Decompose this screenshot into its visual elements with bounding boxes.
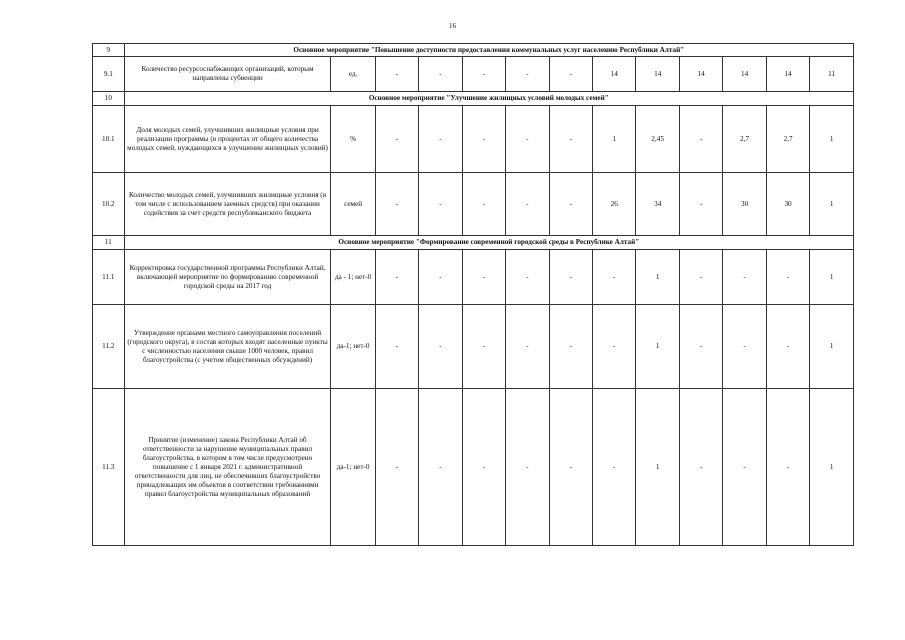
value-cell: 14	[593, 57, 636, 92]
unit-of-measure: семей	[331, 173, 375, 236]
value-cell: 1	[810, 305, 854, 389]
value-cell: 1	[810, 106, 854, 173]
value-cell: -	[723, 305, 766, 389]
value-cell: 14	[679, 57, 722, 92]
value-cell: 14	[636, 57, 679, 92]
row-number: 11.1	[93, 250, 125, 305]
unit-of-measure: да-1; нет-0	[331, 305, 375, 389]
section-title: Основное мероприятие "Формирование современной городской среды в Республике Алтай"	[124, 236, 853, 250]
value-cell: -	[766, 305, 809, 389]
value-cell: 1	[810, 173, 854, 236]
value-cell: -	[679, 250, 722, 305]
table-row	[93, 250, 854, 305]
indicator-description: Корректировка государственной программы Республики Алтай, включающей мероприятие по формированию современной городской среды на 2017 год	[124, 250, 331, 305]
value-cell: -	[375, 173, 418, 236]
value-cell: -	[375, 250, 418, 305]
value-cell: -	[679, 389, 722, 546]
section-number: 9	[93, 44, 125, 57]
unit-of-measure: да-1; нет-0	[331, 389, 375, 546]
table-row	[93, 305, 854, 389]
value-cell: -	[679, 173, 722, 236]
value-cell: -	[506, 57, 549, 92]
indicator-description: Утверждение органами местного самоуправления поселений (городского округа), в состав которых входят населенные пункты с численностью населения свыше 1000 человек, правил благоустройства (с учетом общественных обсуждений)	[124, 305, 331, 389]
value-cell: -	[549, 106, 592, 173]
value-cell: -	[549, 57, 592, 92]
section-row	[93, 44, 854, 57]
value-cell: -	[679, 305, 722, 389]
value-cell: 30	[766, 173, 809, 236]
value-cell: -	[462, 389, 505, 546]
value-cell: -	[766, 250, 809, 305]
value-cell: -	[419, 389, 462, 546]
value-cell: -	[462, 57, 505, 92]
value-cell: -	[419, 106, 462, 173]
value-cell: -	[419, 57, 462, 92]
value-cell: 34	[636, 173, 679, 236]
row-number: 9.1	[93, 57, 125, 92]
value-cell: -	[506, 305, 549, 389]
value-cell: -	[462, 173, 505, 236]
value-cell: -	[679, 106, 722, 173]
section-title: Основное мероприятие "Улучшение жилищных условий молодых семей"	[124, 92, 853, 106]
value-cell: -	[419, 305, 462, 389]
value-cell: 1	[810, 389, 854, 546]
row-number: 10.2	[93, 173, 125, 236]
value-cell: 14	[723, 57, 766, 92]
table-row	[93, 173, 854, 236]
value-cell: -	[549, 250, 592, 305]
value-cell: -	[462, 106, 505, 173]
value-cell: -	[462, 250, 505, 305]
value-cell: 14	[766, 57, 809, 92]
value-cell: -	[506, 250, 549, 305]
value-cell: 1	[636, 250, 679, 305]
value-cell: -	[506, 389, 549, 546]
value-cell: -	[506, 173, 549, 236]
unit-of-measure: ед.	[331, 57, 375, 92]
table-row	[93, 389, 854, 546]
value-cell: -	[593, 250, 636, 305]
value-cell: -	[549, 305, 592, 389]
row-number: 11.3	[93, 389, 125, 546]
section-title: Основное мероприятие "Повышение доступности предоставления коммунальных услуг населению Республики Алтай"	[124, 44, 853, 57]
value-cell: 1	[636, 389, 679, 546]
section-row	[93, 92, 854, 106]
section-number: 10	[93, 92, 125, 106]
value-cell: 30	[723, 173, 766, 236]
row-number: 10.1	[93, 106, 125, 173]
indicator-description: Количество молодых семей, улучшивших жилищные условия (в том числе с использованием заемных средств) при оказании содействия за счет средств республиканского бюджета	[124, 173, 331, 236]
value-cell: 2,7	[766, 106, 809, 173]
value-cell: -	[723, 250, 766, 305]
indicators-table	[92, 43, 854, 546]
value-cell: -	[723, 389, 766, 546]
value-cell: -	[549, 173, 592, 236]
value-cell: -	[419, 173, 462, 236]
value-cell: -	[375, 57, 418, 92]
section-number: 11	[93, 236, 125, 250]
value-cell: -	[766, 389, 809, 546]
value-cell: 1	[593, 106, 636, 173]
page-number: 16	[449, 22, 456, 30]
value-cell: -	[506, 106, 549, 173]
value-cell: -	[375, 106, 418, 173]
indicator-description: Количество ресурсоснабжающих организаций, которым направлены субвенции	[124, 57, 331, 92]
value-cell: 11	[810, 57, 854, 92]
value-cell: 1	[810, 250, 854, 305]
value-cell: -	[419, 250, 462, 305]
value-cell: -	[593, 305, 636, 389]
value-cell: 2,45	[636, 106, 679, 173]
unit-of-measure: %	[331, 106, 375, 173]
value-cell: 2,7	[723, 106, 766, 173]
row-number: 11.2	[93, 305, 125, 389]
value-cell: 1	[636, 305, 679, 389]
value-cell: 26	[593, 173, 636, 236]
value-cell: -	[375, 389, 418, 546]
value-cell: -	[593, 389, 636, 546]
value-cell: -	[462, 305, 505, 389]
section-row	[93, 236, 854, 250]
indicator-description: Принятие (изменение) закона Республики Алтай об ответственности за нарушение муниципальных правил благоустройства, в котором в том числе предусмотрено повышение с 1 января 2021 г. административной ответственности для лиц, не обеспечивших благоустройство принадлежащих им объектов в соответствии требованиями правил благоустройства муниципальных образований	[124, 389, 331, 546]
table-row	[93, 106, 854, 173]
indicator-description: Доля молодых семей, улучшивших жилищные условия при реализации программы (в процентах от общего количества молодых семей, нуждающихся в улучшении жилищных условий)	[124, 106, 331, 173]
table-row	[93, 57, 854, 92]
value-cell: -	[375, 305, 418, 389]
value-cell: -	[549, 389, 592, 546]
unit-of-measure: да - 1; нет-0	[331, 250, 375, 305]
